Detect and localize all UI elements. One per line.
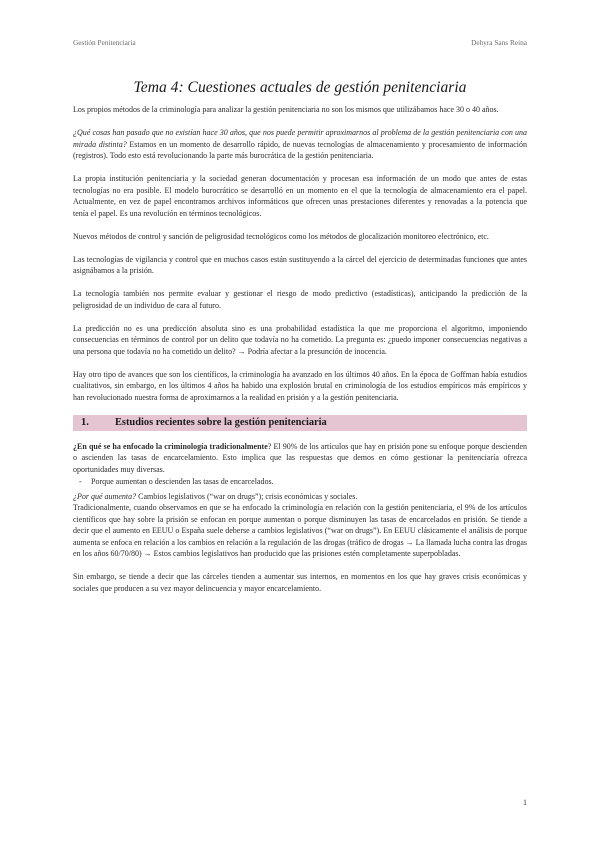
paragraph-1: Los propios métodos de la criminología para analizar la gestión penitenciaria no son los mismos que utilizábamos hace 30 o 40 años. [73,105,499,114]
paragraph-2-text: Estamos en un momento de desarrollo rápido, de nuevas tecnologías de almacenamiento y procesamiento de información (registros). Todo esto está revolucionando la parte más burocrática de la gestión penitenciaria. [73,139,527,160]
paragraph-7: La predicción no es una predicción absoluta sino es una probabilidad estadística la que me proporciona el algoritmo, imponiendo consecuencias en términos de control por un delito que todavía no ha cometido. La pregunta es: ¿puedo imponer consecuencias negativas a una persona que todavía no ha cometido un delito? → Podría afectar a la presunción de inocencia. [73,323,527,356]
list-item-text: Porque aumentan o descienden las tasas de encarcelados. [91,477,274,486]
paragraph-8: Hay otro tipo de avances que son los científicos, la criminología ha avanzado en los últimos 40 años. En la época de Goffman había estudios cualitativos, sin embargo, en los últimos 4 años ha habido una explosión brutal en criminología de los estudios empíricos más empíricos y han revolucionado nuestra forma de aproximarnos a la realidad en prisión y a la gestión penitenciaria. [73,369,527,402]
paragraph-4: Nuevos métodos de control y sanción de peligrosidad tecnológicos como los métodos de glocalización monitoreo electrónico, etc. [73,231,489,241]
page-number: 1 [523,798,527,807]
bullet-dash: - [79,477,82,486]
header-left: Gestión Penitenciaria [73,38,136,47]
section-1-paragraph-4: Sin embargo, se tiende a decir que las cárceles tienden a aumentar sus internos, en momentos en los que hay graves crisis económicas y sociales que producen a su vez mayor delincuencia y mayor encarcelamiento. [73,572,527,593]
section-1-paragraph-1 [73,441,527,476]
header-right: Dehyra Sans Reina [471,38,527,47]
page-title: Tema 4: Cuestiones actuales de gestión penitenciaria [133,79,467,96]
section-number: 1. [81,416,89,428]
section-1-paragraph-3: Tradicionalmente, cuando observamos en que se ha enfocado la criminología en relación con la gestión penitenciaria, el 9% de los artículos científicos que hay sobre la prisión se enfocan en porque aumentan o porque disminuyen las tasas de encarcelados en prisión. Se tiende a decir que el aumento en EEUU o España suele deberse a cambios legislativos (“war on drugs”). En EEUU clásicamente el análisis de porque aumenta se enfoca en relación a los cambios en relación a la regulación de las drogas (tráfico de drogas → La llamada lucha contra las drogas en los años 60/70/80) → Estos cambios legislativos han producido que las prisiones estén completamente superpobladas. [73,503,527,558]
paragraph-2 [73,127,527,162]
paragraph-6: La tecnología también nos permite evaluar y gestionar el riesgo de modo predictivo (estadísticas), anticipando la predicción de la peligrosidad de un individuo de cara al futuro. [73,289,527,310]
section-1-paragraph-1-text: ? El 90% de los artículos que hay en prisión pone su enfoque porque descienden o ascienden las tasas de encarcelamiento. Esto implica que las respuestas que demos en cómo gestionar la penitenciaría ofrezca oportunidades muy diversas. [73,441,527,474]
list-item [73,476,527,488]
section-1-paragraph-2-text: Cambios legislativos (“war on drugs”); crisis económicas y sociales. [136,491,358,501]
section-1-paragraph-2-question: ¿Por qué aumenta? [73,491,137,501]
section-1-paragraph-2 [73,491,527,503]
paragraph-2-question: ¿Qué cosas han pasado que no existían hace 30 años, que nos puede permitir aproximarnos al problema de la gestión penitenciaria con una mirada distinta? [73,128,527,149]
paragraph-5: Las tecnologías de vigilancia y control que en muchos casos están sustituyendo a la cárcel del ejercicio de determinadas funciones que antes asignábamos a la prisión. [73,254,527,275]
section-title: Estudios recientes sobre la gestión penitenciaria [115,416,327,428]
section-1-question: ¿En qué se ha enfocado la criminología tradicionalmente [73,441,268,451]
section-heading-1 [73,415,527,431]
document-body [73,104,527,606]
paragraph-3: La propia institución penitenciaria y la sociedad generan documentación y procesan esa información de un modo que antes de estas tecnologías no era posible. El modelo burocrático se desarrolló en un momento en el que la tecnología de almacenamiento era el papel. Actualmente, en vez de papel encontramos archivos informáticos que ofrecen unas prestaciones diferentes y renovadas a la potencia que tenía el papel. Es una revolución en términos tecnológicos. [73,174,527,218]
